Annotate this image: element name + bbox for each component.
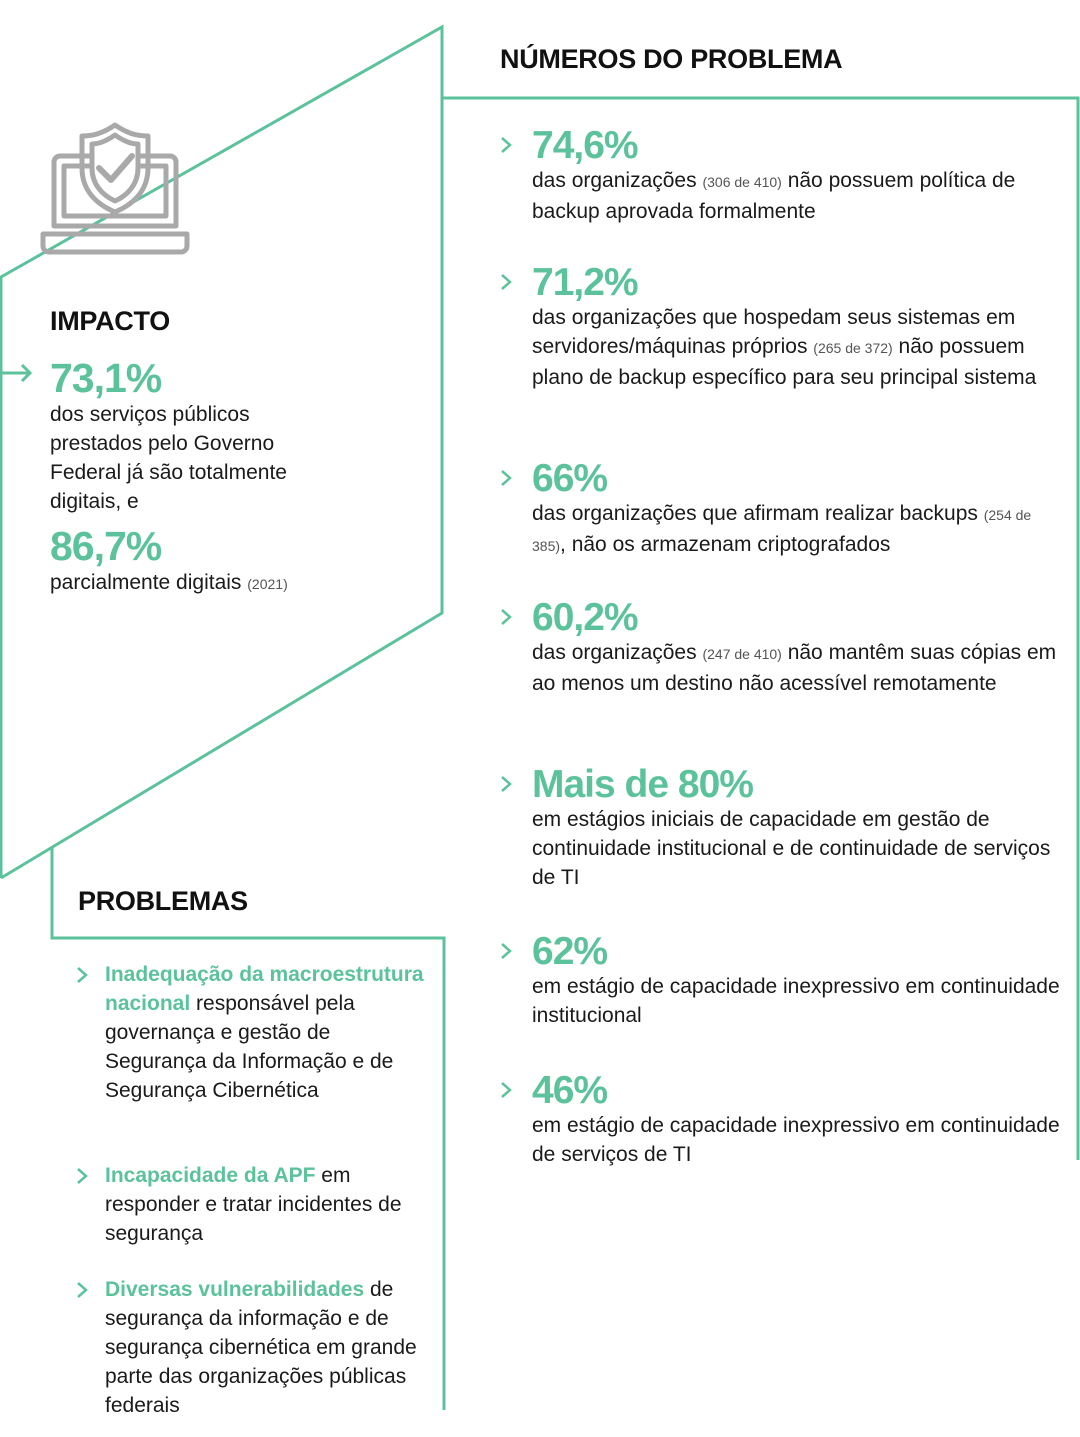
- stat-text: das organizações que hospedam seus sistemas em servidores/máquinas próprios (265 de 372) não possuem plano de backup específico para seu principal sistema: [532, 306, 1037, 389]
- chevron-right-icon: [76, 966, 88, 984]
- stat-text: em estágios iniciais de capacidade em gestão de continuidade institucional e de continuidade de serviços de TI: [532, 808, 1051, 889]
- stat-item: [500, 765, 1060, 892]
- stat-text: das organizações (306 de 410) não possuem política de backup aprovada formalmente: [532, 169, 1016, 223]
- problemas-heading: PROBLEMAS: [78, 886, 248, 916]
- stat-value: 60,2%: [532, 596, 638, 639]
- stat-item: [500, 263, 1060, 392]
- chevron-right-icon: [76, 1281, 88, 1299]
- problem-item: [76, 1275, 426, 1420]
- stat-text: das organizações que afirmam realizar backups (254 de 385), não os armazenam criptografados: [532, 502, 1032, 556]
- chevron-right-icon: [500, 136, 512, 154]
- stat-text: em estágio de capacidade inexpressivo em continuidade de serviços de TI: [532, 1114, 1060, 1166]
- stat-value: 71,2%: [532, 261, 638, 304]
- impacto-heading: IMPACTO: [50, 306, 170, 336]
- chevron-right-icon: [76, 1167, 88, 1185]
- numeros-heading: NÚMEROS DO PROBLEMA: [500, 44, 843, 74]
- stat-value: 66%: [532, 457, 608, 500]
- laptop-shield-check-icon: [38, 120, 192, 260]
- problem-text: Diversas vulnerabilidades de segurança da informação e de segurança cibernética em grande parte das organizações públicas federais: [105, 1278, 417, 1417]
- problem-item: [76, 1161, 426, 1248]
- chevron-right-icon: [500, 942, 512, 960]
- impacto-text-1: dos serviços públicos prestados pelo Governo Federal já são totalmente digitais, e: [50, 403, 287, 513]
- chevron-right-icon: [500, 608, 512, 626]
- chevron-right-icon: [500, 775, 512, 793]
- stat-item: [500, 598, 1060, 698]
- problem-text: Inadequação da macroestrutura nacional responsável pela governança e gestão de Segurança da Informação e de Segurança Cibernética: [105, 963, 424, 1102]
- problem-text: Incapacidade da APF em responder e tratar incidentes de segurança: [105, 1164, 402, 1245]
- stat-text: das organizações (247 de 410) não mantêm suas cópias em ao menos um destino não acessível remotamente: [532, 641, 1057, 695]
- problem-item: [76, 960, 426, 1105]
- stat-value: Mais de 80%: [532, 763, 753, 806]
- impacto-text-2: parcialmente digitais (2021): [50, 571, 288, 594]
- stat-item: [500, 1071, 1060, 1169]
- chevron-right-icon: [500, 469, 512, 487]
- stat-item: [500, 459, 1060, 561]
- stat-value: 46%: [532, 1069, 608, 1112]
- stat-value: 62%: [532, 930, 608, 973]
- chevron-right-icon: [500, 1081, 512, 1099]
- stat-item: [500, 126, 1060, 226]
- impacto-value-1: 73,1%: [50, 355, 162, 401]
- impacto-value-2: 86,7%: [50, 523, 162, 569]
- chevron-right-icon: [500, 273, 512, 291]
- stat-text: em estágio de capacidade inexpressivo em continuidade institucional: [532, 975, 1060, 1027]
- stat-item: [500, 932, 1060, 1030]
- stat-value: 74,6%: [532, 124, 638, 167]
- impacto-block: [50, 356, 350, 599]
